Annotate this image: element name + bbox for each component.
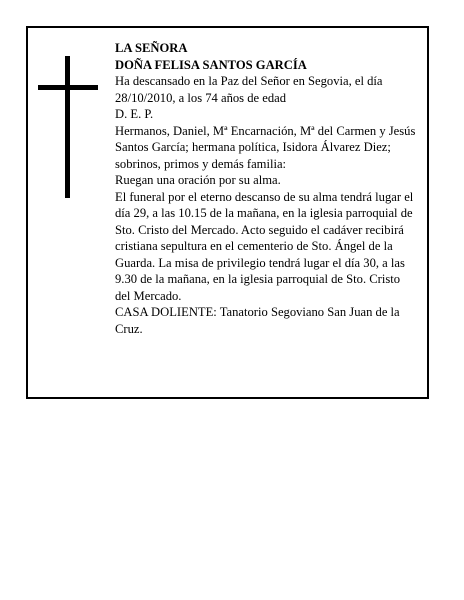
family-list: Hermanos, Daniel, Mª Encarnación, Mª del Carmen y Jesús Santos García; hermana política, Isidora Álvarez Diez; sobrinos, primos y demás familia: [115, 123, 416, 171]
obituary-notice [26, 26, 429, 399]
death-info: Ha descansado en la Paz del Señor en Segovia, el día 28/10/2010, a los 74 años de edad [115, 74, 383, 105]
prayer-request: Ruegan una oración por su alma. [115, 173, 281, 187]
deceased-name: DOÑA FELISA SANTOS GARCÍA [115, 57, 307, 72]
cross-icon [38, 56, 98, 198]
notice-text [115, 40, 417, 337]
casa-doliente: CASA DOLIENTE: Tanatorio Segoviano San Juan de la Cruz. [115, 305, 400, 336]
dep-line: D. E. P. [115, 107, 154, 121]
cross-vertical-bar [65, 56, 70, 198]
notice-title: LA SEÑORA [115, 41, 188, 55]
cross-horizontal-bar [38, 85, 98, 90]
funeral-details: El funeral por el eterno descanso de su alma tendrá lugar el día 29, a las 10.15 de la mañana, en la iglesia parroquial de Sto. Cristo del Mercado. Acto seguido el cadáver recibirá cristiana sepultura en el cementerio de Sto. Ángel de la Guarda. La misa de privilegio tendrá lugar el día 30, a las 9.30 de la mañana, en la iglesia parroquial de Sto. Cristo del Mercado. [115, 189, 414, 303]
